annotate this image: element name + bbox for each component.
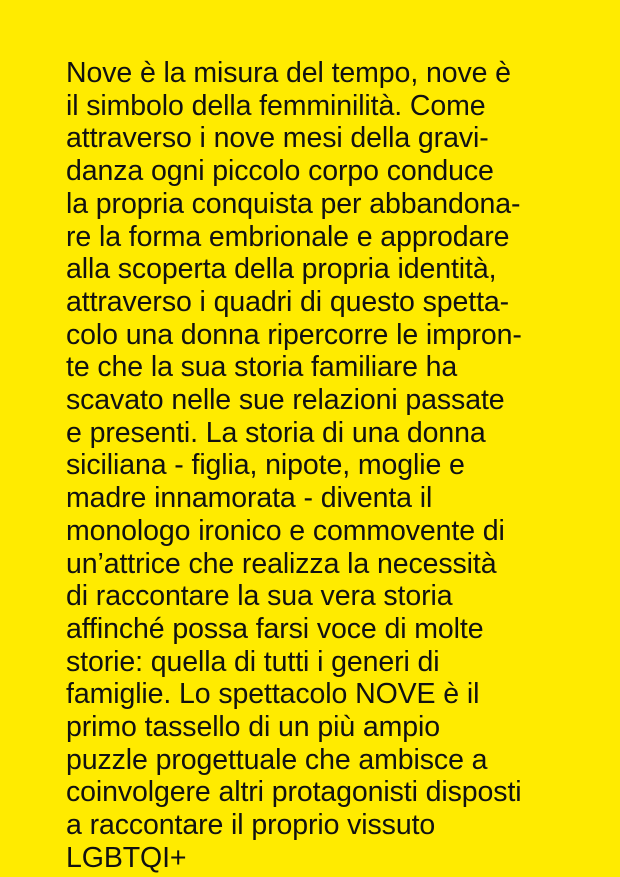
paragraph-line: coinvolgere altri protagonisti disposti bbox=[66, 776, 522, 809]
paragraph-line: un’attrice che realizza la necessità bbox=[66, 547, 497, 580]
paragraph-line: te che la sua storia familiare ha bbox=[66, 351, 458, 384]
paragraph-line: famiglie. Lo spettacolo NOVE è il bbox=[66, 678, 480, 711]
paragraph-line: attraverso i nove mesi della gravi- bbox=[66, 122, 489, 155]
paragraph-line: a raccontare il proprio vissuto bbox=[66, 809, 436, 842]
paragraph-line: alla scoperta della propria identità, bbox=[66, 253, 497, 286]
paragraph-line: LGBTQI+ bbox=[66, 841, 187, 874]
paragraph-line: storie: quella di tutti i generi di bbox=[66, 645, 440, 678]
paragraph-line: la propria conquista per abbandona- bbox=[66, 187, 521, 220]
paragraph-line: primo tassello di un più ampio bbox=[66, 711, 441, 744]
paragraph-line: il simbolo della femminilità. Come bbox=[66, 89, 486, 122]
paragraph-line: puzzle progettuale che ambisce a bbox=[66, 743, 488, 776]
paragraph-line: colo una donna ripercorre le impron- bbox=[66, 318, 522, 351]
paragraph-line: Nove è la misura del tempo, nove è bbox=[66, 57, 511, 89]
paragraph-line: di raccontare la sua vera storia bbox=[66, 580, 453, 613]
paragraph-line: attraverso i quadri di questo spetta- bbox=[66, 285, 510, 318]
paragraph-line: re la forma embrionale e approdare bbox=[66, 220, 510, 253]
paragraph-line: siciliana - figlia, nipote, moglie e bbox=[66, 449, 465, 482]
paragraph-line: scavato nelle sue relazioni passate bbox=[66, 384, 505, 417]
paragraph-line: madre innamorata - diventa il bbox=[66, 482, 433, 515]
body-paragraph bbox=[66, 57, 596, 875]
paragraph-line: monologo ironico e commovente di bbox=[66, 514, 505, 547]
paragraph-line: e presenti. La storia di una donna bbox=[66, 416, 486, 449]
paragraph-line: danza ogni piccolo corpo conduce bbox=[66, 155, 494, 188]
paragraph-line: affinché possa farsi voce di molte bbox=[66, 612, 484, 645]
